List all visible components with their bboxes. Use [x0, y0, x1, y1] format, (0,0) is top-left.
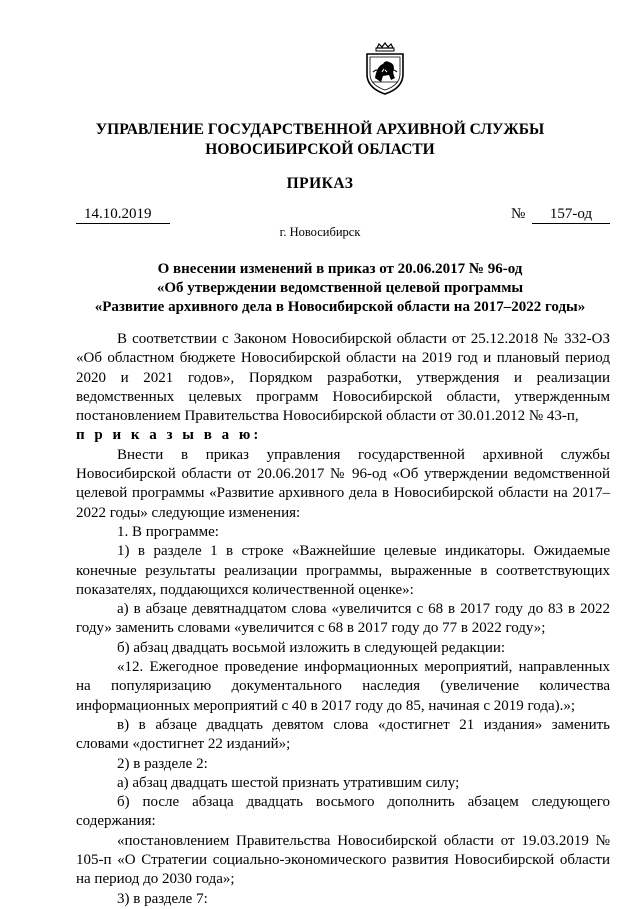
order-word-text: п р и к а з ы в а ю: — [76, 427, 262, 444]
paragraph-5: б) абзац двадцать восьмой изложить в следующей редакции: — [117, 639, 506, 656]
paragraph-3: 1) в разделе 1 в строке «Важнейшие целевые индикаторы. Ожидаемые конечные результаты реализации программы, выраженные в соответствующих показателях, поддающихся количественной оценке»: — [76, 543, 610, 598]
paragraph-9: а) абзац двадцать шестой признать утратившим силу; — [117, 774, 460, 791]
paragraph-7: в) в абзаце двадцать девятом слова «достигнет 21 издания» заменить словами «достигнет 22 изданий»; — [76, 716, 610, 753]
org-name-line2: НОВОСИБИРСКОЙ ОБЛАСТИ — [205, 141, 435, 158]
subject-line-3: «Развитие архивного дела в Новосибирской области на 2017–2022 годы» — [94, 299, 586, 315]
paragraph-1: Внести в приказ управления государственной архивной службы Новосибирской области от 20.06.2017 № 96-од «Об утверждении ведомственной целевой программы «Развитие архивного дела в Новосибирской области на 2017–2022 годы» следующие изменения: — [76, 446, 610, 521]
document-title: ПРИКАЗ — [286, 175, 354, 192]
order-word — [76, 426, 610, 445]
org-name-line1: УПРАВЛЕНИЕ ГОСУДАРСТВЕННОЙ АРХИВНОЙ СЛУЖБЫ — [95, 121, 545, 138]
subject-line-1: О внесении изменений в приказ от 20.06.2017 № 96-од — [157, 261, 523, 277]
preamble-paragraph: В соответствии с Законом Новосибирской области от 25.12.2018 № 332-ОЗ «Об областном бюджете Новосибирской области на 2019 год и плановый период 2020 и 2021 годов», Порядком разработки, утверждения и реализации ведомственных целевых программ Новосибирской области, утвержденным постановлением Правительства Новосибирской области от 30.01.2012 № 43-п, — [76, 331, 610, 425]
document-number: 157-од — [532, 205, 610, 224]
coat-of-arms-emblem — [361, 42, 409, 96]
number-sign: № — [511, 206, 526, 222]
document-date: 14.10.2019 — [76, 205, 170, 224]
paragraph-2: 1. В программе: — [117, 523, 219, 540]
paragraph-8: 2) в разделе 2: — [117, 755, 208, 772]
paragraph-4: а) в абзаце девятнадцатом слова «увеличится с 68 в 2017 году до 83 в 2022 году» заменить словами «увеличится с 68 в 2017 году до 77 в 2022 году»; — [76, 601, 610, 637]
paragraph-12: 3) в разделе 7: — [117, 890, 208, 907]
paragraph-6: «12. Ежегодное проведение информационных мероприятий, направленных на популяризацию документального наследия (увеличение количества информационных мероприятий с 40 в 2017 году до 85, начиная с 2019 года).»; — [76, 659, 610, 714]
paragraph-11: «постановлением Правительства Новосибирской области от 19.03.2019 № 105-п «О Стратегии социально-экономического развития Новосибирской области на период до 2030 года»; — [76, 832, 610, 888]
document-body — [76, 330, 610, 909]
document-city: г. Новосибирск — [279, 225, 361, 239]
paragraph-10: б) после абзаца двадцать восьмого дополнить абзацем следующего содержания: — [76, 794, 610, 830]
subject-line-2: «Об утверждении ведомственной целевой программы — [156, 280, 524, 296]
